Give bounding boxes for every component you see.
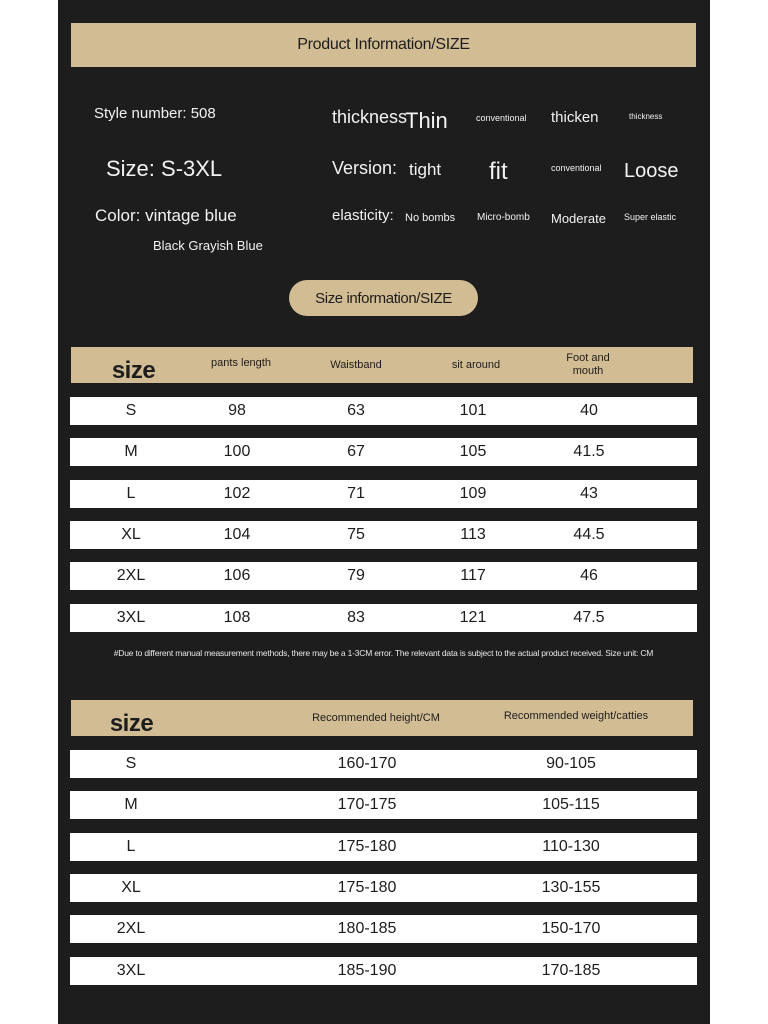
recommend-table-cell-height: 180-185 bbox=[337, 920, 397, 938]
elasticity-option-super-elastic: Super elastic bbox=[624, 212, 677, 222]
size-table-cell-pants-length: 100 bbox=[223, 443, 251, 461]
size-table-cell-waistband: 67 bbox=[347, 443, 365, 461]
size-table-cell-foot-mouth: 46 bbox=[580, 567, 598, 585]
size-range: Size: S-3XL bbox=[106, 156, 223, 181]
size-table-cell-size: 3XL bbox=[116, 608, 146, 626]
measurement-note: #Due to different manual measurement methods, there may be a 1-3CM error. The relevant data is subject to the actual product received. Size unit: CM bbox=[113, 648, 654, 658]
recommend-table-cell-height: 170-175 bbox=[337, 796, 397, 814]
size-table-cell-waistband: 79 bbox=[347, 567, 365, 585]
size-info-title: Size information/SIZE bbox=[315, 289, 452, 307]
version-option-loose: Loose bbox=[624, 160, 679, 182]
recommend-table-cell-size: 2XL bbox=[116, 920, 146, 938]
background-panel bbox=[58, 0, 710, 1024]
recommend-table-cell-size: L bbox=[126, 837, 136, 855]
size-table-cell-foot-mouth: 47.5 bbox=[573, 608, 605, 626]
recommend-table-row bbox=[70, 750, 697, 778]
recommend-table-header-height: Recommended height/CM bbox=[312, 712, 440, 724]
color-label: Color: vintage blue bbox=[95, 206, 237, 225]
recommend-table-cell-weight: 150-170 bbox=[541, 920, 601, 938]
size-table-header-sit-around: sit around bbox=[451, 359, 501, 371]
size-table-cell-waistband: 83 bbox=[347, 608, 365, 626]
size-table-cell-pants-length: 106 bbox=[223, 567, 251, 585]
size-table-cell-foot-mouth: 41.5 bbox=[573, 443, 605, 461]
size-table-cell-sit-around: 105 bbox=[459, 443, 487, 461]
recommend-table-row bbox=[70, 915, 697, 943]
size-table-header-foot-mouth: Foot and mouth bbox=[566, 352, 610, 377]
size-table-cell-sit-around: 109 bbox=[459, 484, 487, 502]
recommend-table-cell-weight: 90-105 bbox=[546, 755, 596, 772]
size-table-cell-pants-length: 102 bbox=[223, 484, 251, 502]
elasticity-option-moderate: Moderate bbox=[551, 211, 606, 226]
version-option-conventional: conventional bbox=[551, 163, 602, 173]
size-table-row bbox=[70, 562, 697, 590]
size-table-cell-waistband: 71 bbox=[347, 484, 365, 502]
thickness-option-thicken: thicken bbox=[551, 109, 599, 126]
recommend-table-cell-height: 175-180 bbox=[337, 837, 397, 855]
thickness-option-thin: Thin bbox=[405, 108, 448, 133]
recommend-table-row bbox=[70, 791, 697, 819]
recommend-table-cell-size: S bbox=[125, 755, 137, 772]
size-table-cell-pants-length: 98 bbox=[228, 402, 246, 419]
product-info-title: Product Information/SIZE bbox=[297, 36, 470, 53]
size-table-header-pants-length: pants length bbox=[211, 357, 271, 369]
thickness-option-conventional: conventional bbox=[476, 113, 527, 123]
product-info-banner bbox=[71, 23, 696, 67]
version-option-tight: tight bbox=[409, 160, 442, 179]
size-table-cell-pants-length: 104 bbox=[223, 525, 251, 543]
size-table-cell-size: S bbox=[125, 402, 137, 419]
size-table-cell-waistband: 75 bbox=[347, 525, 365, 543]
size-table-header-size: size bbox=[111, 357, 156, 384]
version-label: Version: bbox=[332, 158, 398, 178]
recommend-table-header bbox=[71, 700, 693, 736]
size-table-cell-sit-around: 117 bbox=[460, 567, 486, 585]
size-table-row bbox=[70, 521, 697, 549]
size-table-cell-foot-mouth: 44.5 bbox=[573, 525, 605, 543]
recommend-table-header-weight: Recommended weight/catties bbox=[503, 710, 649, 722]
size-table-cell-size: L bbox=[126, 484, 136, 502]
size-table-cell-size: M bbox=[124, 443, 138, 461]
recommend-table-cell-height: 185-190 bbox=[337, 961, 397, 979]
size-table-row bbox=[70, 604, 697, 632]
size-table-header bbox=[71, 347, 693, 383]
recommend-table-cell-weight: 110-130 bbox=[542, 837, 600, 855]
size-table-row bbox=[70, 480, 697, 508]
recommend-table-cell-size: XL bbox=[121, 878, 141, 896]
color-sub: Black Grayish Blue bbox=[153, 238, 263, 253]
size-table-cell-size: 2XL bbox=[116, 567, 146, 585]
size-info-pill bbox=[289, 280, 478, 316]
size-table-cell-sit-around: 121 bbox=[459, 608, 487, 626]
size-table-cell-pants-length: 108 bbox=[223, 608, 251, 626]
recommend-table-cell-weight: 105-115 bbox=[542, 796, 600, 814]
recommend-table-cell-height: 175-180 bbox=[337, 878, 397, 896]
size-table-cell-sit-around: 101 bbox=[459, 402, 487, 419]
thickness-label: thickness bbox=[332, 107, 408, 127]
recommend-table-cell-size: 3XL bbox=[116, 961, 146, 979]
size-table-row bbox=[70, 438, 697, 466]
size-table-cell-foot-mouth: 43 bbox=[580, 484, 598, 502]
size-table-cell-sit-around: 113 bbox=[460, 525, 486, 543]
size-table-cell-waistband: 63 bbox=[347, 402, 365, 419]
elasticity-option-micro-bomb: Micro-bomb bbox=[477, 212, 530, 223]
thickness-option-thickness: thickness bbox=[629, 112, 663, 121]
recommend-table-row bbox=[70, 957, 697, 985]
recommend-table-row bbox=[70, 833, 697, 861]
size-table-cell-size: XL bbox=[121, 525, 141, 543]
recommend-table-row bbox=[70, 874, 697, 902]
recommend-table-cell-weight: 170-185 bbox=[541, 961, 601, 979]
style-number: Style number: 508 bbox=[94, 105, 216, 122]
recommend-table-cell-height: 160-170 bbox=[337, 755, 397, 772]
elasticity-option-no-bombs: No bombs bbox=[405, 212, 456, 224]
version-option-fit: fit bbox=[489, 158, 508, 185]
size-table-cell-foot-mouth: 40 bbox=[580, 402, 598, 419]
recommend-table-header-size: size bbox=[109, 710, 154, 737]
size-table-header-waistband: Waistband bbox=[330, 359, 382, 371]
recommend-table-cell-size: M bbox=[124, 796, 138, 814]
size-table-row bbox=[70, 397, 697, 425]
elasticity-label: elasticity: bbox=[332, 207, 394, 224]
recommend-table-cell-weight: 130-155 bbox=[541, 878, 601, 896]
